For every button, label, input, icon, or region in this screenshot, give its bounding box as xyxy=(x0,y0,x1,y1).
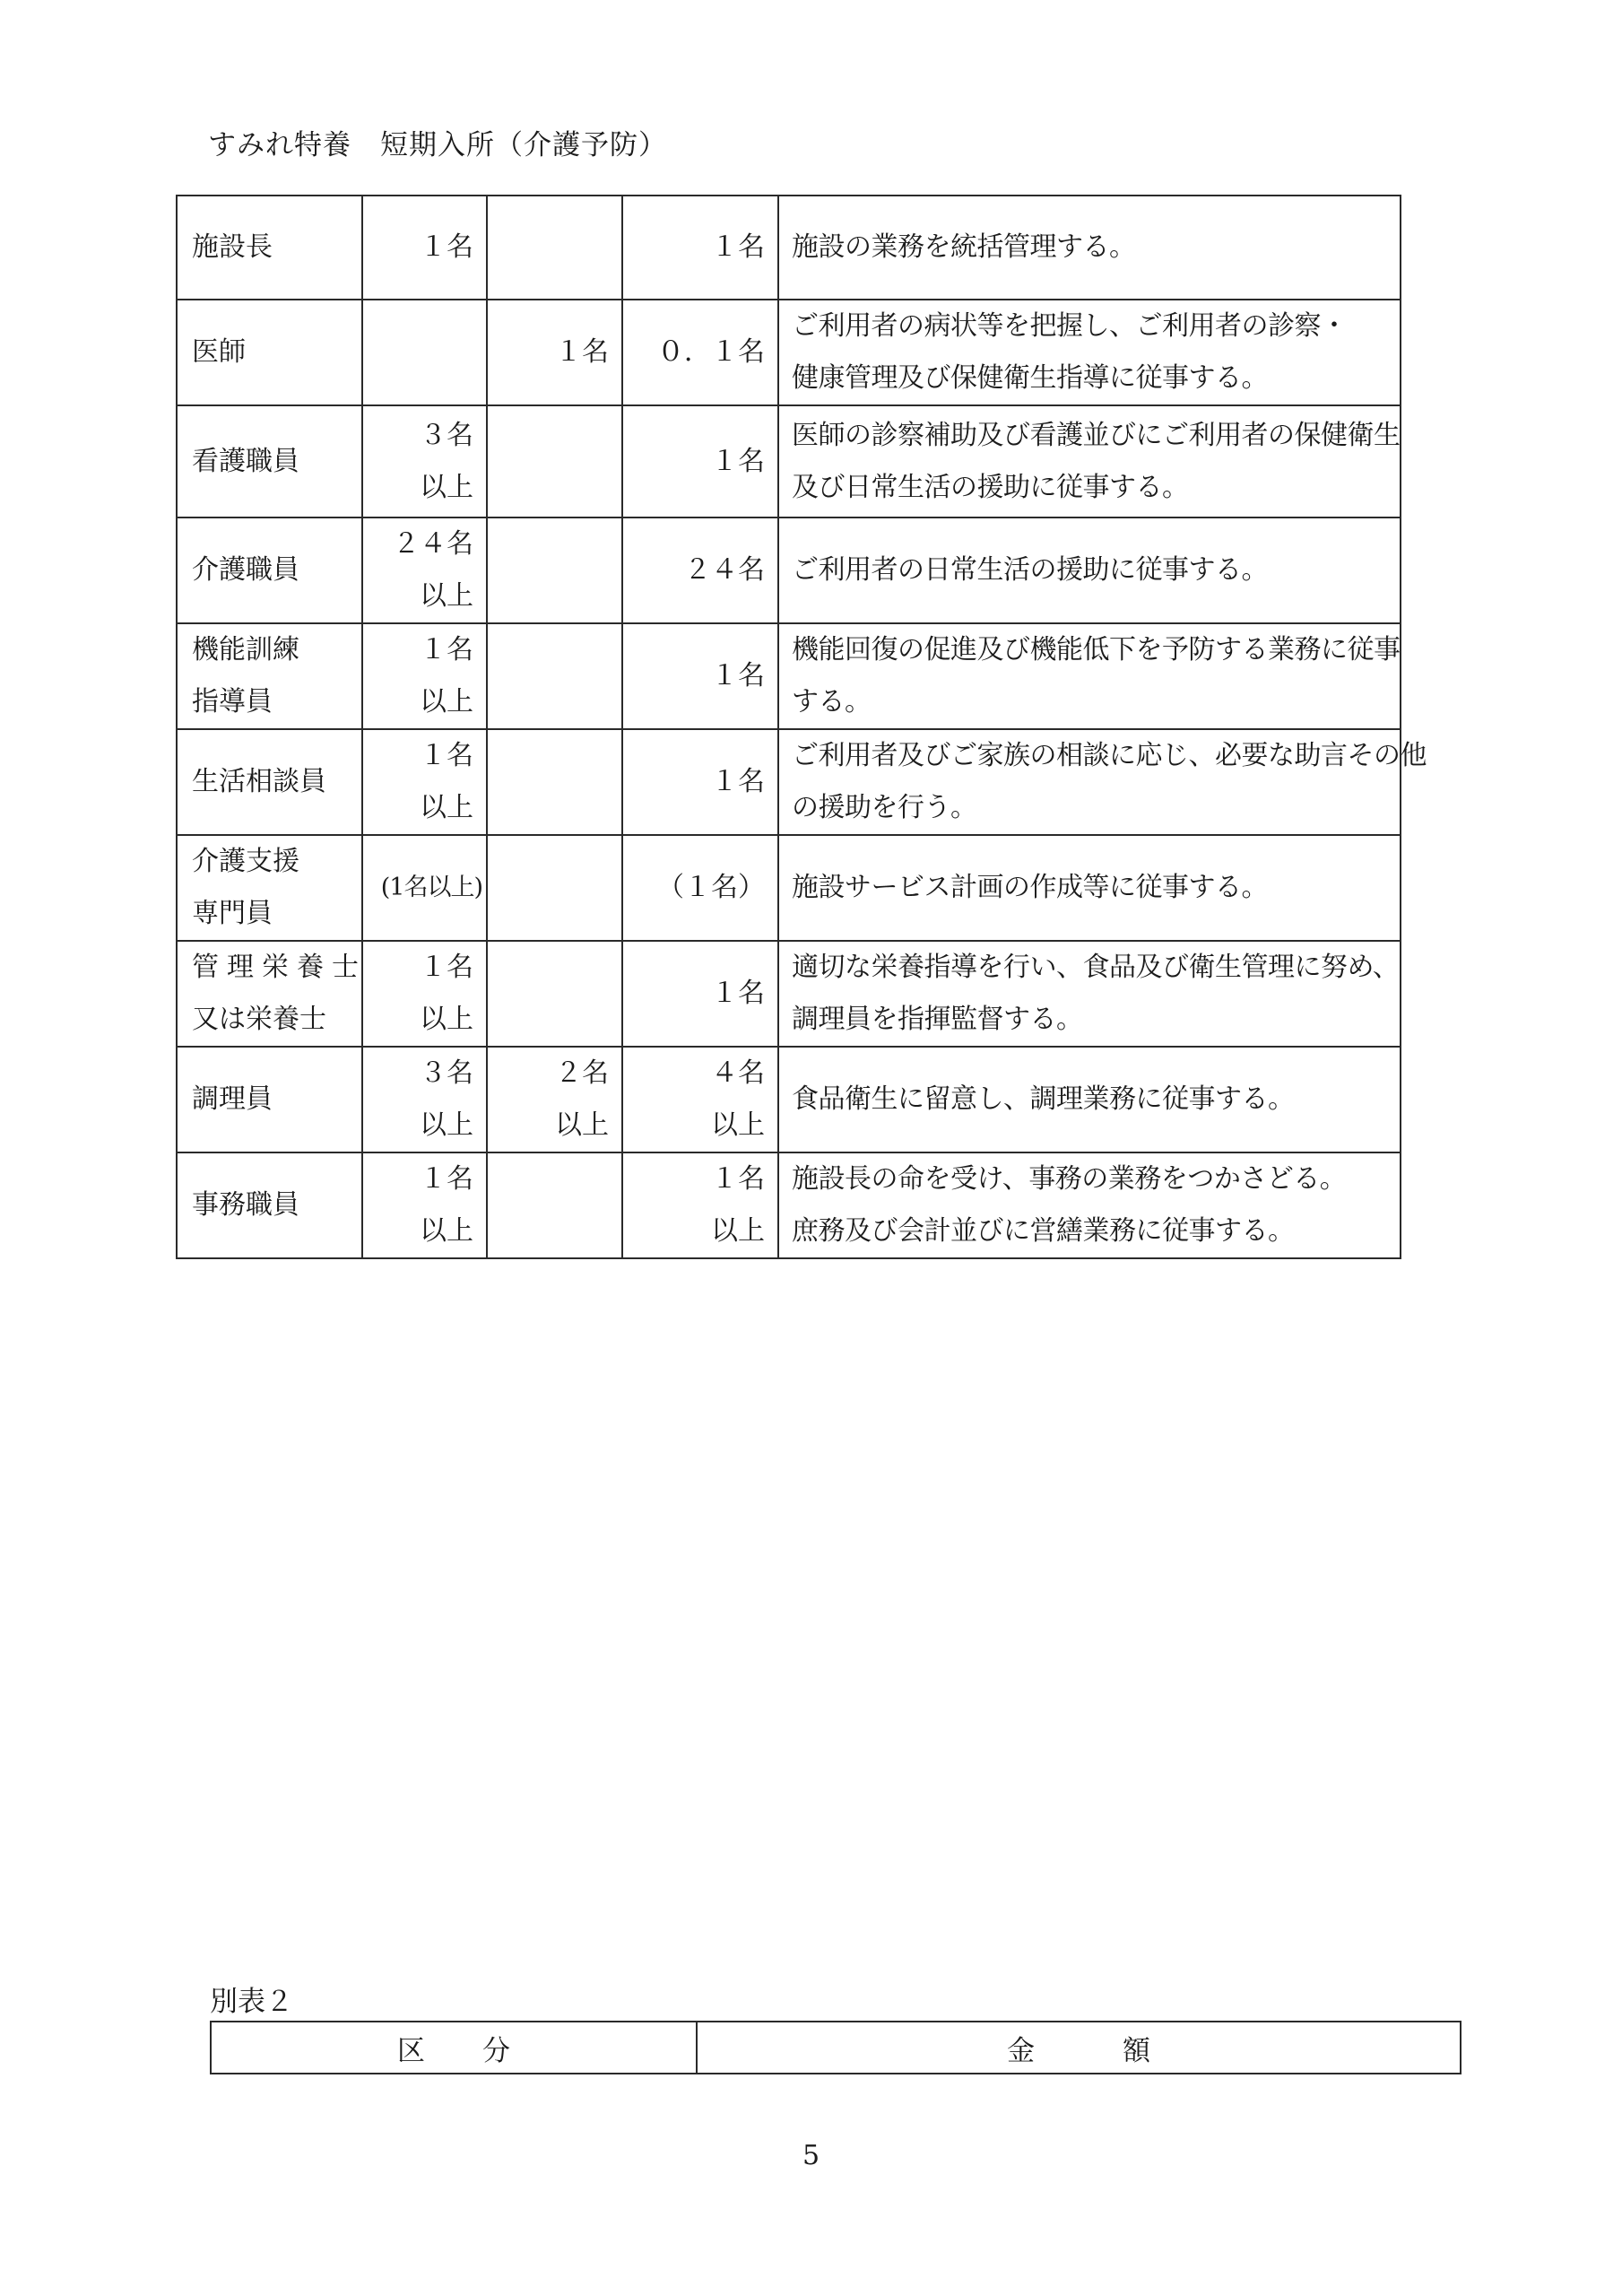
table-row xyxy=(177,1152,1401,1258)
role-text: 管理栄養士 xyxy=(192,952,367,983)
duty-text: 庶務及び会計並びに営繕業務に従事する。 xyxy=(792,1215,1295,1247)
role-text: 施設長 xyxy=(192,231,273,263)
fee-table xyxy=(210,2021,1462,2074)
duty-text: ご利用者の日常生活の援助に従事する。 xyxy=(792,554,1268,586)
role-cell xyxy=(177,729,362,835)
duty-text: する。 xyxy=(792,686,872,718)
duty-text: 調理員を指揮監督する。 xyxy=(792,1004,1083,1035)
count-text: (1名以上) xyxy=(380,874,482,901)
count-text: ３名 xyxy=(420,419,473,451)
page-heading: すみれ特養 短期入所（介護予防） xyxy=(208,129,667,161)
count-cell xyxy=(487,1047,622,1152)
count-cell xyxy=(622,1047,778,1152)
count-cell xyxy=(487,835,622,941)
count-text: １名 xyxy=(711,1163,765,1195)
count-text: 以上 xyxy=(420,792,473,823)
count-text: ４名 xyxy=(711,1057,765,1089)
duty-text: 食品衛生に留意し、調理業務に従事する。 xyxy=(792,1083,1295,1115)
count-cell xyxy=(362,623,487,729)
table-row xyxy=(177,196,1401,300)
count-text: 以上 xyxy=(711,1109,765,1141)
table-row xyxy=(177,517,1401,623)
table-row xyxy=(177,623,1401,729)
count-text: １名 xyxy=(711,445,765,477)
count-text: ３名 xyxy=(420,1057,473,1089)
table-row xyxy=(177,835,1401,941)
role-cell xyxy=(177,196,362,300)
duty-text: ご利用者の病状等を把握し、ご利用者の診察・ xyxy=(792,310,1348,342)
count-text: 以上 xyxy=(420,1004,473,1035)
count-cell xyxy=(362,941,487,1047)
count-cell xyxy=(362,1047,487,1152)
count-cell xyxy=(622,517,778,623)
count-cell xyxy=(622,1152,778,1258)
count-cell xyxy=(487,1152,622,1258)
role-text: 指導員 xyxy=(192,686,273,718)
count-cell xyxy=(362,300,487,405)
count-text: １名 xyxy=(420,634,473,665)
role-cell xyxy=(177,1047,362,1152)
count-cell xyxy=(362,1152,487,1258)
count-text: １名 xyxy=(420,740,473,771)
duty-text: 施設長の命を受け、事務の業務をつかさどる。 xyxy=(792,1163,1347,1195)
role-cell xyxy=(177,623,362,729)
duty-text: 及び日常生活の援助に従事する。 xyxy=(792,471,1189,503)
count-text: 以上 xyxy=(420,580,473,612)
duty-cell xyxy=(778,835,1401,941)
duty-cell xyxy=(778,300,1401,405)
role-text: 生活相談員 xyxy=(192,766,326,797)
count-cell xyxy=(487,196,622,300)
duty-cell xyxy=(778,729,1427,835)
duty-text: 医師の診察補助及び看護並びにご利用者の保健衛生 xyxy=(792,419,1401,451)
role-text: 介護支援 xyxy=(192,846,299,877)
count-text: １名 xyxy=(420,231,473,263)
count-text: １名 xyxy=(711,231,765,263)
fee-header-category xyxy=(211,2022,697,2074)
duty-text: 施設サービス計画の作成等に従事する。 xyxy=(792,872,1268,903)
staff-table xyxy=(176,195,1427,1259)
count-text: １名 xyxy=(555,336,609,368)
table-row xyxy=(177,300,1401,405)
role-text: 医師 xyxy=(192,336,246,368)
duty-cell xyxy=(778,1047,1401,1152)
role-text: 調理員 xyxy=(192,1083,273,1115)
role-text: 事務職員 xyxy=(192,1189,299,1221)
role-text: 又は栄養士 xyxy=(192,1004,326,1035)
table-row xyxy=(177,405,1401,517)
table-row xyxy=(177,729,1401,835)
count-cell xyxy=(362,729,487,835)
count-cell xyxy=(487,729,622,835)
count-cell xyxy=(622,623,778,729)
count-cell xyxy=(487,623,622,729)
count-cell xyxy=(362,196,487,300)
duty-text: の援助を行う。 xyxy=(792,792,977,823)
count-text: 以上 xyxy=(420,1215,473,1247)
count-text: 以上 xyxy=(420,686,473,718)
role-text: 機能訓練 xyxy=(192,634,299,665)
count-text: ２４名 xyxy=(684,554,765,586)
count-cell xyxy=(487,300,622,405)
role-text: 看護職員 xyxy=(192,445,299,477)
count-text: ０．１名 xyxy=(657,336,765,368)
duty-cell xyxy=(778,623,1401,729)
role-cell xyxy=(177,405,362,517)
staff-table-body xyxy=(177,196,1427,1258)
count-cell xyxy=(362,405,487,517)
fee-header-amount xyxy=(697,2022,1461,2074)
role-cell xyxy=(177,300,362,405)
role-cell xyxy=(177,941,367,1047)
duty-cell xyxy=(778,1152,1401,1258)
count-cell xyxy=(622,196,778,300)
duty-cell xyxy=(778,941,1401,1047)
count-text: ２名 xyxy=(555,1057,609,1089)
count-text: 以上 xyxy=(555,1109,609,1141)
count-text: １名 xyxy=(711,766,765,797)
count-text: 以上 xyxy=(711,1215,765,1247)
count-text: １名 xyxy=(711,978,765,1009)
count-cell xyxy=(622,835,778,941)
count-cell xyxy=(487,405,622,517)
duty-text: 適切な栄養指導を行い、食品及び衛生管理に努め、 xyxy=(792,952,1400,983)
count-cell xyxy=(622,405,778,517)
duty-cell xyxy=(778,405,1401,517)
count-cell xyxy=(362,835,487,941)
count-cell xyxy=(622,300,778,405)
count-cell xyxy=(362,517,487,623)
role-cell xyxy=(177,1152,362,1258)
duty-text: ご利用者及びご家族の相談に応じ、必要な助言その他 xyxy=(792,740,1427,771)
count-text: 以上 xyxy=(420,1109,473,1141)
count-text: １名 xyxy=(420,952,473,983)
duty-cell xyxy=(778,517,1401,623)
duty-text: 機能回復の促進及び機能低下を予防する業務に従事 xyxy=(792,634,1401,665)
count-text: １名 xyxy=(711,660,765,691)
duty-text: 施設の業務を統括管理する。 xyxy=(792,231,1136,263)
table-row xyxy=(177,941,1401,1047)
fee-header-amount-text: 金額 xyxy=(1007,2034,1238,2067)
count-text: １名 xyxy=(420,1163,473,1195)
fee-header-row xyxy=(211,2022,1461,2074)
role-cell xyxy=(177,517,362,623)
page-number: 5 xyxy=(802,2140,820,2171)
count-text: （１名） xyxy=(657,872,765,903)
table-row xyxy=(177,1047,1401,1152)
duty-text: 健康管理及び保健衛生指導に従事する。 xyxy=(792,362,1268,394)
count-cell xyxy=(622,729,778,835)
count-text: 以上 xyxy=(420,471,473,503)
role-text: 介護職員 xyxy=(192,554,299,586)
duty-cell xyxy=(778,196,1401,300)
role-cell xyxy=(177,835,362,941)
count-cell xyxy=(487,941,622,1047)
count-cell xyxy=(487,517,622,623)
count-cell xyxy=(622,941,778,1047)
count-text: ２４名 xyxy=(393,528,473,560)
role-text: 専門員 xyxy=(192,898,273,929)
appendix-label: 別表２ xyxy=(210,1986,293,2018)
fee-header-category-text: 区分 xyxy=(397,2034,568,2067)
